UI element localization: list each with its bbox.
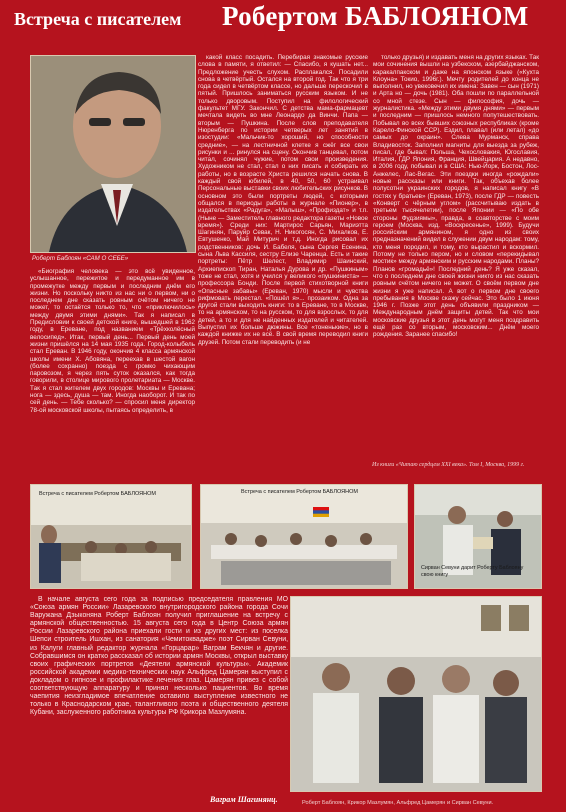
article-col1-text: «Биография человека — это всё увиденное, услышанное, пережитое и передуманное им в промежутке между первым и последним днём его жизни. Но поскольку никто из нас ни о первом, ни о последнем дне сказать ровным счётом ничего не может, то остаётся только то, что «приключилось» между двумя этими днями». Так я написал в Предисловии к своей детской книге, вышедшей в 1962 году, в Ереване, под названием «Трёхколёсный велосипед». Итак, первый день... Первый день моей жизни пришёлся на 14 мая 1935 года. Город-колыбель стал Ереван. В 1946 году, окончив 4 класса армянской школы имени Х. Абовяна, переехав в шестой вагон (более сохранно) поезда с громко чихающим паровозом, я через пять суток оказался, как тогда говорили, в столице мирового пролетариата — Москве. Так я стал жителем двух городов: Москвы и Еревана; нога — здесь, душа — там. Иногда наоборот. И так по сей день. — Тебе сколько? — спросил меня директор 78-ой московской школы, пытаясь определить, в <box>30 268 195 414</box>
portrait-photo <box>30 55 196 253</box>
article-column-1 <box>30 268 195 476</box>
page-header <box>0 0 566 38</box>
article-col2-text: какой класс посадить. Перебирая знакомые русские слова в памяти, я ответил: — Спасибо, я кушать нет... Предложение учесть слухом. Расплакался. Посадили снова в четвёртый. Остался на второй год. Так что я три года сидел в четвёртом классе, но дальше перескочил в пятый. Пришлось заниматься русским языком. И не только дворовым. Поступил на филологический факультет МГУ. Закончил. С детства мама-фармацевт мечтала видеть во мне Леонардо да Винчи. Папа — вторым — Пушкина. После слов преподавателя Нюренберга по истории четверых лет занятий в изостудии: «Мальчик-то хороший, но способности средние», — на лестничной клетке я сжёг все свои рисунки и ... ринулся на сцену. Окончив танцевал, потом читал, сочинял чужие, потом свои произведения. Художником не стал, стал о них писать и собирать их работы, но в возрасте Христа решился начать снова. В каждый свой юбилей, в 40, 50, 60 устраивал Персональные выставки своих любительских рисунков. В основном это были портреты людей, с которыми общался в периоды работы в журнале «Пионер», в издательствах «Радуга», «Малыш», «Профиздат» и т.п. (Ныне — Заместитель главного редактора газеты «Новое время»). Среди них: Мартирос Сарьян, Мариэтта Шагинян, Паруйр Севак, Н. Никогосян, С. Михалков, Е. Евтушенко, Май Митурич и т.д. Иногда рисовал их родственников: дочь И. Бабеля, сына Сергея Есенина, сына Льва Кассиля, сестру Елизе Чаренца. Есть и такие портреты: Пётр Шелест, Владимир Шаинский, Архиепископ Тиран, Наталья Дурова и др. «Пушкиным» тоже не стал, хотя и учился у великого «пушкиниста» — профессора Бонди. После первой стихотворной книги «Опасные забавы» (Ереван, 1970) мысли и чувства рифмовать перестал. «Пошёл я»... прозаиком. Одна за другой стали выходить книги: то в Ереване, то в Москве, то на армянском, то на русском, то для взрослых, то для детей, а то и для не найденных издателей и читателей. Выпустил их больше дюжины. Все «тоненькие», но в каждой книжке их не всё. В свой время переводил книги друзей. Потом стали переводить (и не <box>198 54 368 346</box>
event-photo-2 <box>200 484 408 589</box>
report-text <box>30 596 288 796</box>
report-signature: Ваграм Шагинянц. <box>210 795 278 804</box>
photo3-caption: Сирван Севуни дарит Роберту Баблояну свою книгу <box>421 565 524 578</box>
photo4-caption: Роберт Баблоян, Крикор Мазлумян, Альфред Цамерян и Сирван Севуни. <box>302 800 494 806</box>
article-column-2 <box>198 54 368 476</box>
photo1-banner-text: Встреча с писателем Робертом БАБЛОЯНОМ <box>39 491 156 497</box>
source-note: Из книги «Читаю сердцем XXI века». Том I, Москва, 1999 г. <box>372 462 525 468</box>
event-photo-3 <box>414 484 542 589</box>
header-name: Робертом БАБЛОЯНОМ <box>222 1 529 31</box>
portrait-caption: Роберт Баблоян «САМ О СЕБЕ» <box>32 255 129 262</box>
event-photo-1 <box>30 484 192 589</box>
header-prefix: Встреча с писателем <box>14 9 182 29</box>
event-photo-4 <box>290 596 542 792</box>
article-column-3 <box>373 54 539 452</box>
article-col3-text: только друзья) и издавать меня на других языках. Так мои сочинения вышли на узбекском, азербайджанском, каракалпакском и даже на японском языке («Кухта Клоуна» Токио, 1996г.). Мечту родителей до конца не выполнил, но увековечил их имена: Завен — сын (1971) и Арта но — дочь (1981). Оба пошли по параллельной со мной стезе. Сын — философия, дочь — журналистика. «Между этими двумя днями» — первым и последним — пришлось немного попутешествовать. Побывал во всех бывших союзных республиках (кроме Карело-Финской ССР). Ездил, плавал (или летал) «до самых до окраин». Слева Мурманск, справа Владивосток. Заполнил магниты для выезда за рубеж, писал, где бывал: Польша, Чехословакия, Югославия, Италия, ГДР Япония, Франция, Швейцария. А недавно, в 2006 году, побывал и в США: Нью-Йорк, Бостон, Лос-Анжелес, Лас-Вегас. Эти поездки иногда «рождали» новые рассказы или книги. Так, объехав более полусотни украинских городов, я написал книгу «В гостях у братьев» (Ереван, 1973), после ГДР — повесть «Конверт с чёрным углом» (рассчитываю издать в третьем тысячелетии), после Японии — «По обе стороны Фудзиямы», правда, в соавторстве с моим героем (Москва, изд. «Воскресенье», 1999). Будучи российским армянином, я одно из своих предназначений видел в служении двум народам: тому, кто меня породил, и тому, кто вырастил и вскормил. Потому не только пером, но и словом «перекидывал мостик» между армянским и русским народами. Планы? Планов «громадьё»! Последний день? Я уже сказал, что о последнем дне своей жизни никто из нас сказать ровным счётом ничего не может. О своём первом дне жизни я уже написал. А вот о первом дне своего пребывания в Москве скажу сейчас. Это было 1 июня 1946 г. Позже этот день объявили праздником — Международным днём защиты детей. Так что мои московские друзья в этот день могут меня поздравить ещё раз со вторым, московским... Днём моего рождения. Заранее спасибо! <box>373 54 539 339</box>
photo2-banner-text: Встреча с писателем Робертом БАБЛОЯНОМ <box>241 489 358 495</box>
report-body: В начале августа сего года за подписью председателя правления МО «Союза армян России» Лазаревского внутригородского района города Сочи Варужана Дзыконяна Роберт Баблоян получил приглашение на встречу с армянской общественностью. 15 августа сего года в Центр Союза армян России Лазаревского района приехали гости и из других мест: из поселка Шепси строитель Ишхан, из санатория «Чемитоквадже» поэт Сирван Севуни, из Калуги главный редактор журнала «Горцарар» Ваграм Бекчян и другие. Собравшимся он кратко рассказал об истории армян Москвы, открыл выставку своих графических портретов «Деятели армянской культуры». Академик российской академии медико-технических наук Альфред Цамерян выступил с докладом о гипнозе и профилактике лечения глаз. Цамерян привез с собой соответствующую аппаратуру и принял несколько пациентов. Во время чаепития неизгладимое впечатление оставило выступление известного не только в Краснодарском крае, талантливого поэта и общественного деятеля Кубани, заслуженного работника культуры РФ Крикора Мазлумяна. <box>30 596 288 717</box>
